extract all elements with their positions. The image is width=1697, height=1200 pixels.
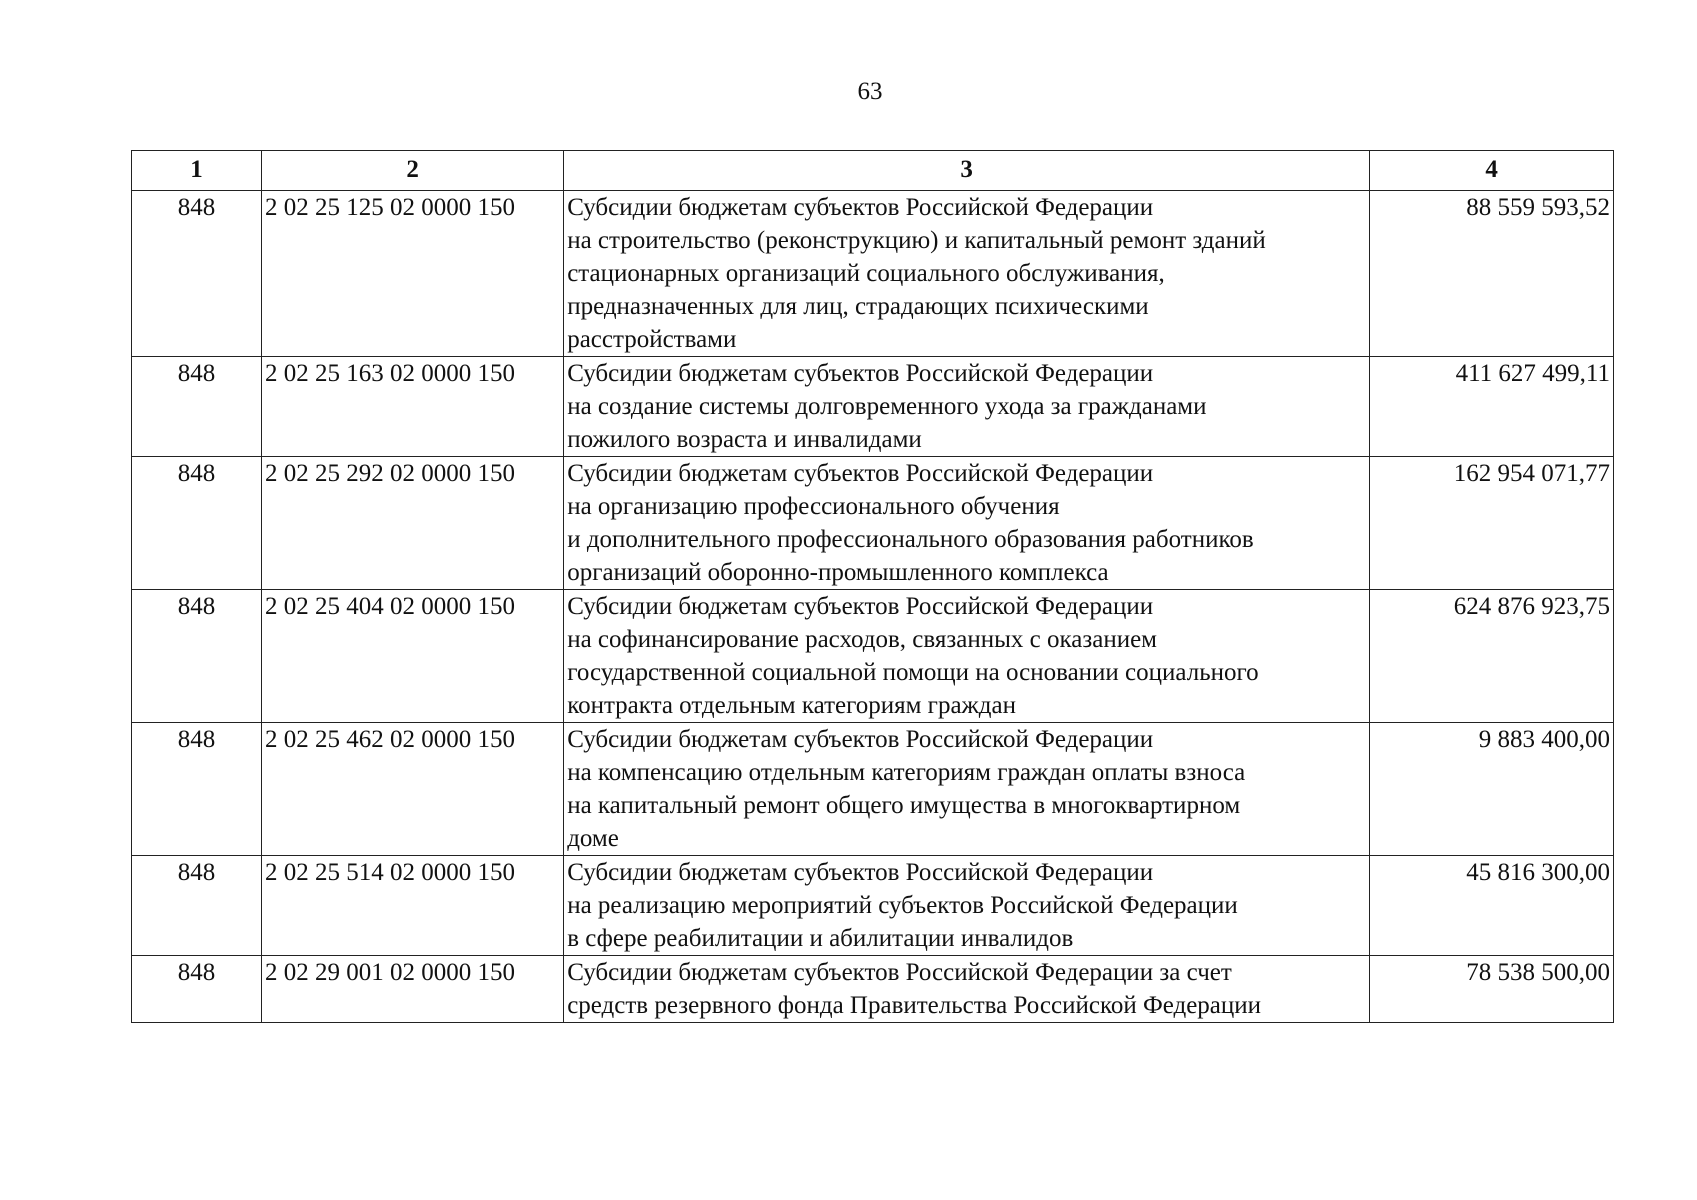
description-cell bbox=[564, 191, 1370, 357]
description-line: государственной социальной помощи на основании социального bbox=[567, 659, 1259, 686]
budget-classification-code-cell: 2 02 25 514 02 0000 150 bbox=[261, 856, 563, 956]
budget-classification-code-cell: 2 02 25 125 02 0000 150 bbox=[261, 191, 563, 357]
header-col-4: 4 bbox=[1370, 151, 1614, 191]
admin-code-cell: 848 bbox=[132, 457, 262, 590]
description-line: Субсидии бюджетам субъектов Российской Федерации bbox=[567, 859, 1154, 886]
page-number: 63 bbox=[857, 78, 883, 105]
description-line: на строительство (реконструкцию) и капитальный ремонт зданий bbox=[567, 227, 1266, 254]
description-line: пожилого возраста и инвалидами bbox=[567, 426, 922, 453]
admin-code-cell: 848 bbox=[132, 357, 262, 457]
header-row bbox=[132, 151, 1614, 191]
budget-classification-code-cell: 2 02 25 163 02 0000 150 bbox=[261, 357, 563, 457]
budget-classification-code-cell: 2 02 29 001 02 0000 150 bbox=[261, 956, 563, 1023]
header-col-1: 1 bbox=[132, 151, 262, 191]
description-line: расстройствами bbox=[567, 326, 737, 353]
admin-code-cell: 848 bbox=[132, 191, 262, 357]
description-line: Субсидии бюджетам субъектов Российской Федерации bbox=[567, 360, 1154, 387]
amount-cell: 45 816 300,00 bbox=[1370, 856, 1614, 956]
description-cell bbox=[564, 590, 1370, 723]
amount-cell: 624 876 923,75 bbox=[1370, 590, 1614, 723]
description-cell bbox=[564, 457, 1370, 590]
table-header bbox=[132, 151, 1614, 191]
budget-classification-code-cell: 2 02 25 404 02 0000 150 bbox=[261, 590, 563, 723]
description-line: доме bbox=[567, 825, 619, 852]
description-line: на организацию профессионального обучения bbox=[567, 493, 1060, 520]
table-row bbox=[132, 956, 1614, 1023]
table-body bbox=[132, 191, 1614, 1023]
description-line: Субсидии бюджетам субъектов Российской Федерации bbox=[567, 726, 1154, 753]
description-line: Субсидии бюджетам субъектов Российской Федерации bbox=[567, 593, 1154, 620]
table-row bbox=[132, 357, 1614, 457]
amount-cell: 9 883 400,00 bbox=[1370, 723, 1614, 856]
budget-table bbox=[131, 150, 1614, 1023]
description-line: предназначенных для лиц, страдающих психическими bbox=[567, 293, 1149, 320]
admin-code-cell: 848 bbox=[132, 856, 262, 956]
description-line: на капитальный ремонт общего имущества в многоквартирном bbox=[567, 792, 1241, 819]
description-line: на создание системы долговременного ухода за гражданами bbox=[567, 393, 1207, 420]
amount-cell: 88 559 593,52 bbox=[1370, 191, 1614, 357]
description-line: на реализацию мероприятий субъектов Российской Федерации bbox=[567, 892, 1238, 919]
description-line: стационарных организаций социального обслуживания, bbox=[567, 260, 1165, 287]
description-line: на софинансирование расходов, связанных с оказанием bbox=[567, 626, 1158, 653]
budget-classification-code-cell: 2 02 25 292 02 0000 150 bbox=[261, 457, 563, 590]
description-cell bbox=[564, 357, 1370, 457]
admin-code-cell: 848 bbox=[132, 723, 262, 856]
description-line: на компенсацию отдельным категориям граждан оплаты взноса bbox=[567, 759, 1246, 786]
amount-cell: 78 538 500,00 bbox=[1370, 956, 1614, 1023]
amount-cell: 411 627 499,11 bbox=[1370, 357, 1614, 457]
description-line: организаций оборонно-промышленного комплекса bbox=[567, 559, 1109, 586]
description-line: контракта отдельным категориям граждан bbox=[567, 692, 1017, 719]
table-row bbox=[132, 856, 1614, 956]
description-cell bbox=[564, 956, 1370, 1023]
amount-cell: 162 954 071,77 bbox=[1370, 457, 1614, 590]
description-line: Субсидии бюджетам субъектов Российской Федерации bbox=[567, 194, 1154, 221]
table-row bbox=[132, 191, 1614, 357]
admin-code-cell: 848 bbox=[132, 590, 262, 723]
description-line: в сфере реабилитации и абилитации инвалидов bbox=[567, 925, 1074, 952]
header-col-3: 3 bbox=[564, 151, 1370, 191]
description-cell bbox=[564, 856, 1370, 956]
admin-code-cell: 848 bbox=[132, 956, 262, 1023]
header-col-2: 2 bbox=[261, 151, 563, 191]
budget-classification-code-cell: 2 02 25 462 02 0000 150 bbox=[261, 723, 563, 856]
table-row bbox=[132, 590, 1614, 723]
table-row bbox=[132, 457, 1614, 590]
table-row bbox=[132, 723, 1614, 856]
description-line: Субсидии бюджетам субъектов Российской Федерации за счет bbox=[567, 959, 1232, 986]
description-line: Субсидии бюджетам субъектов Российской Федерации bbox=[567, 460, 1154, 487]
description-cell bbox=[564, 723, 1370, 856]
description-line: и дополнительного профессионального образования работников bbox=[567, 526, 1254, 553]
description-line: средств резервного фонда Правительства Российской Федерации bbox=[567, 992, 1262, 1019]
